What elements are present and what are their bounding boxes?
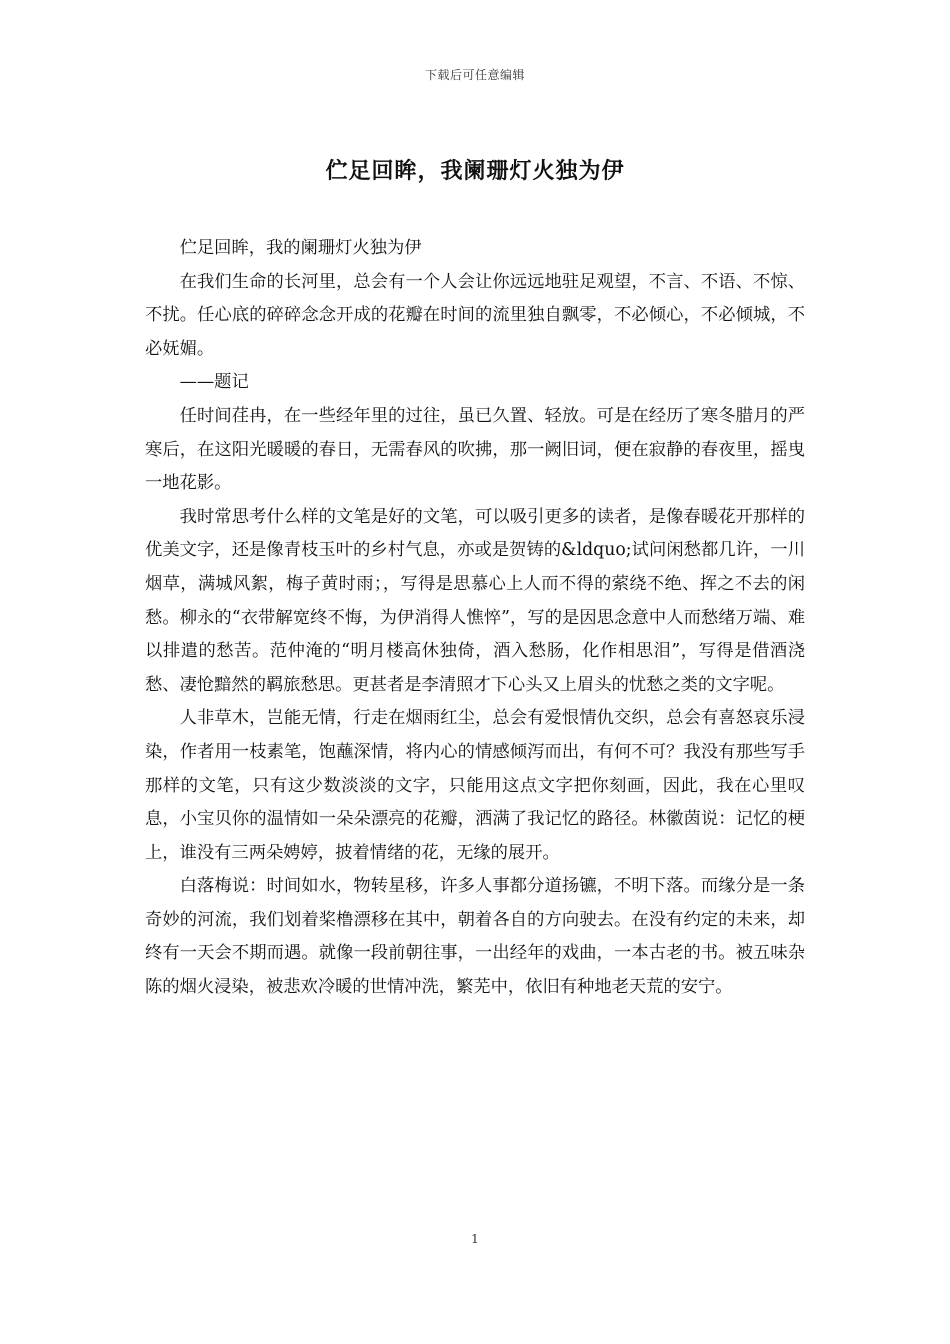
paragraph: 任时间荏冉，在一些经年里的过往，虽已久置、轻放。可是在经历了寒冬腊月的严寒后，在这阳光暖暖的春日，无需春风的吹拂，那一阙旧词，便在寂静的春夜里，摇曳一地花影。 [145,405,805,494]
paragraph: 白落梅说：时间如水，物转星移，许多人事都分道扬镳，不明下落。而缘分是一条奇妙的河流，我们划着桨橹漂移在其中，朝着各自的方向驶去。在没有约定的未来，却终有一天会不期而遇。就像一段前朝往事，一出经年的戏曲，一本古老的书。被五味杂陈的烟火浸染，被悲欢冷暖的世情冲洗，繁芜中，依旧有种地老天荒的安宁。 [145,876,805,998]
header-note: 下载后可任意编辑 [424,68,525,82]
page-number: 1 [471,1232,479,1246]
paragraph: 人非草木，岂能无情，行走在烟雨红尘，总会有爱恨情仇交织，总会有喜怒哀乐浸染，作者用一枝素笔，饱蘸深情，将内心的情感倾泻而出，有何不可？我没有那些写手那样的文笔，只有这少数淡淡的文字，只能用这点文字把你刻画，因此，我在心里叹息，小宝贝你的温情如一朵朵漂亮的花瓣，洒满了我记忆的路径。林徽茵说：记忆的梗上，谁没有三两朵娉婷，披着情绪的花，无缘的展开。 [145,708,805,863]
paragraph-subtitle: 伫足回眸，我的阑珊灯火独为伊 [179,238,422,258]
page-title: 伫足回眸，我阑珊灯火独为伊 [325,158,625,184]
paragraph-epigraph: 在我们生命的长河里，总会有一个人会让你远远地驻足观望，不言、不语、不惊、不扰。任心底的碎碎念念开成的花瓣在时间的流里独自飘零，不必倾心，不必倾城，不必妩媚。 [145,271,805,359]
article-body [145,232,805,1005]
paragraph-epigraph-attribution: ——题记 [179,372,249,393]
paragraph: 我时常思考什么样的文笔是好的文笔，可以吸引更多的读者，是像春暖花开那样的优美文字，还是像青枝玉叶的乡村气息，亦或是贺铸的&ldquo;试问闲愁都几许，一川烟草，满城风絮，梅子黄时雨；，写得是思慕心上人而不得的萦绕不绝、挥之不去的闲愁。柳永的“衣带解宽终不悔，为伊消得人憔悴”，写的是因思念意中人而愁绪万端、难以排遣的愁苦。范仲淹的“明月楼高休独倚，酒入愁肠，化作相思泪”，写得是借酒浇愁、凄怆黯然的羁旅愁思。更甚者是李清照才下心头又上眉头的忧愁之类的文字呢。 [145,506,805,695]
